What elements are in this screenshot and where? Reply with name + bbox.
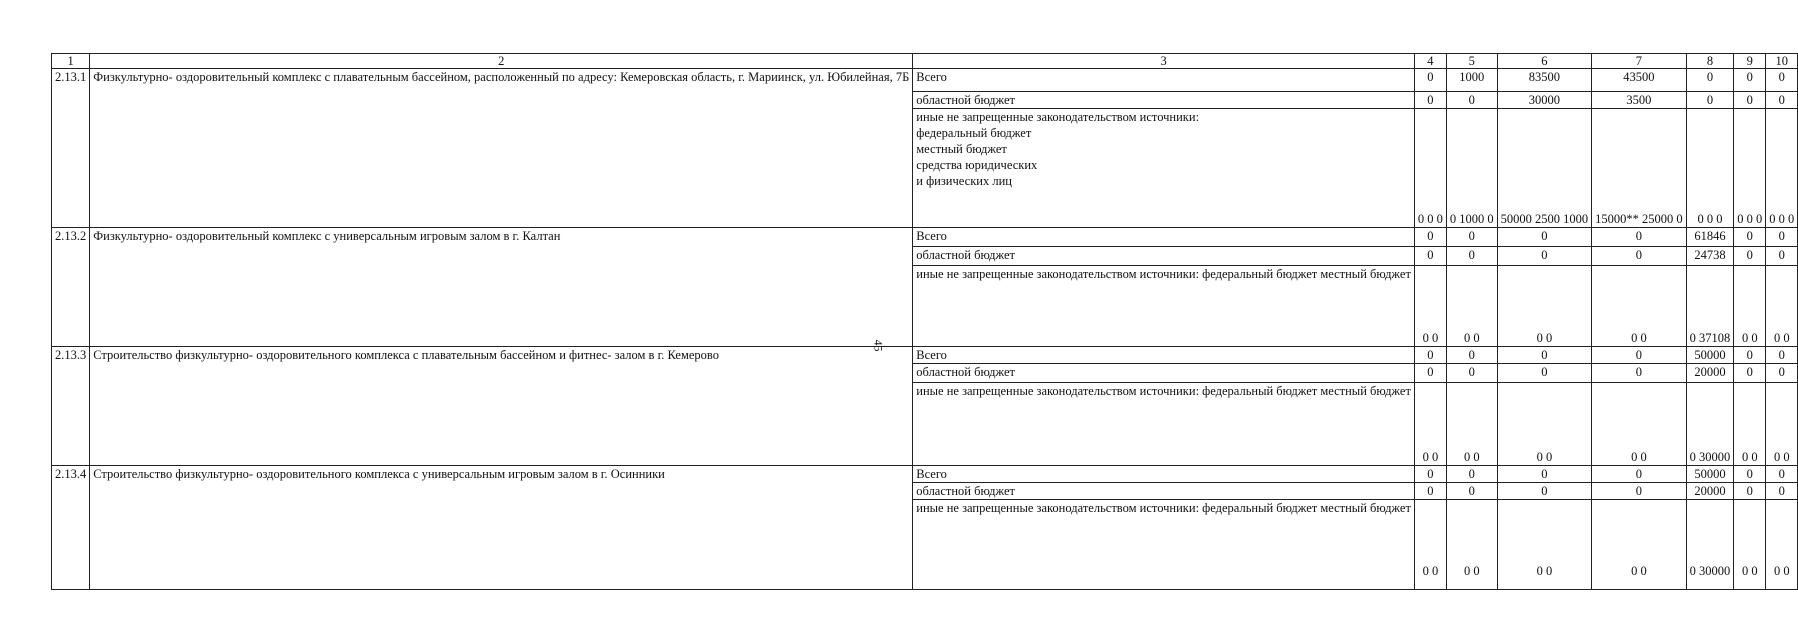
value-cell: 0 0 [1414, 383, 1446, 466]
value-cell: 0 0 [1414, 500, 1446, 590]
header-cell: 8 [1686, 54, 1734, 69]
value-cell: 0 [1446, 228, 1497, 247]
source-label: областной бюджет [913, 92, 1415, 109]
value-cell: 0 [1766, 228, 1798, 247]
value-cell: 0 [1414, 466, 1446, 483]
row-number: 2.13.1 [52, 69, 90, 228]
object-name: Строительство физкультурно- оздоровительного комплекса с универсальным игровым залом в г. Осинники [90, 466, 913, 590]
value-cell: 0 [1446, 347, 1497, 364]
value-cell: 0 [1497, 364, 1592, 383]
source-label: областной бюджет [913, 247, 1415, 266]
value-cell: 0 [1497, 228, 1592, 247]
value-cell: 0 [1592, 466, 1687, 483]
value-cell: 0 0 [1414, 266, 1446, 347]
value-cell: 0 [1414, 228, 1446, 247]
value-cell: 0 [1446, 466, 1497, 483]
value-cell: 0 [1446, 92, 1497, 109]
source-label: иные не запрещенные законодательством источники: федеральный бюджет местный бюджет [913, 500, 1415, 590]
object-name: Физкультурно- оздоровительный комплекс с универсальным игровым залом в г. Калтан [90, 228, 913, 347]
value-cell: 0 [1766, 466, 1798, 483]
value-cell: 0 0 0 [1686, 109, 1734, 228]
value-cell: 0 [1414, 364, 1446, 383]
value-cell: 0 30000 [1686, 500, 1734, 590]
value-cell: 50000 [1686, 347, 1734, 364]
value-cell: 0 [1766, 92, 1798, 109]
value-cell: 0 [1766, 483, 1798, 500]
row-number: 2.13.3 [52, 347, 90, 466]
value-cell: 0 0 [1446, 383, 1497, 466]
value-cell: 0 [1446, 247, 1497, 266]
page-number: 45 [871, 339, 886, 352]
header-cell: 10 [1766, 54, 1798, 69]
value-cell: 0 [1734, 466, 1766, 483]
source-label: иные не запрещенные законодательством источники: федеральный бюджет местный бюджет [913, 266, 1415, 347]
value-cell: 0 [1734, 228, 1766, 247]
value-cell: 0 0 [1734, 383, 1766, 466]
source-label: Всего [913, 466, 1415, 483]
value-cell: 0 0 [1446, 266, 1497, 347]
value-cell: 0 [1766, 247, 1798, 266]
value-cell: 0 [1686, 92, 1734, 109]
source-label: Всего [913, 228, 1415, 247]
value-cell: 0 0 [1446, 500, 1497, 590]
value-cell: 1000 [1446, 69, 1497, 92]
value-cell: 0 [1414, 92, 1446, 109]
value-cell: 0 [1734, 92, 1766, 109]
value-cell: 0 [1414, 483, 1446, 500]
table-row [52, 466, 1798, 483]
row-number: 2.13.4 [52, 466, 90, 590]
table-row [52, 69, 1798, 92]
value-cell: 3500 [1592, 92, 1687, 109]
value-cell: 0 0 [1497, 383, 1592, 466]
value-cell: 20000 [1686, 364, 1734, 383]
header-cell: 5 [1446, 54, 1497, 69]
table-row [52, 228, 1798, 247]
value-cell: 0 [1592, 347, 1687, 364]
header-cell: 2 [90, 54, 913, 69]
value-cell: 0 [1497, 466, 1592, 483]
value-cell: 61846 [1686, 228, 1734, 247]
object-name: Физкультурно- оздоровительный комплекс с плавательным бассейном, расположенный по адресу: Кемеровская область, г. Мариинск, ул. Юбилейная, 7Б [90, 69, 913, 228]
value-cell: 0 [1414, 69, 1446, 92]
header-row [52, 54, 1798, 69]
source-label: областной бюджет [913, 364, 1415, 383]
value-cell: 0 0 [1497, 266, 1592, 347]
value-cell: 0 0 [1766, 500, 1798, 590]
value-cell: 43500 [1592, 69, 1687, 92]
header-cell: 7 [1592, 54, 1687, 69]
source-label: иные не запрещенные законодательством источники: федеральный бюджет местный бюджет [913, 383, 1415, 466]
source-label: Всего [913, 347, 1415, 364]
value-cell: 0 [1446, 364, 1497, 383]
source-label: иные не запрещенные законодательством источники: федеральный бюджет местный бюджет средства юридических и физических лиц [913, 109, 1415, 228]
header-cell: 9 [1734, 54, 1766, 69]
value-cell: 0 [1497, 483, 1592, 500]
table-row [52, 347, 1798, 364]
value-cell: 50000 [1686, 466, 1734, 483]
value-cell: 0 [1734, 247, 1766, 266]
value-cell: 0 [1592, 228, 1687, 247]
row-number: 2.13.2 [52, 228, 90, 347]
value-cell: 83500 [1497, 69, 1592, 92]
source-label: Всего [913, 69, 1415, 92]
value-cell: 50000 2500 1000 [1497, 109, 1592, 228]
value-cell: 0 0 0 [1414, 109, 1446, 228]
value-cell: 0 [1497, 247, 1592, 266]
budget-table [51, 53, 1798, 590]
value-cell: 0 [1446, 483, 1497, 500]
value-cell: 30000 [1497, 92, 1592, 109]
object-name: Строительство физкультурно- оздоровительного комплекса с плавательным бассейном и фитнес- залом в г. Кемерово [90, 347, 913, 466]
value-cell: 0 0 [1592, 500, 1687, 590]
value-cell: 0 [1734, 483, 1766, 500]
value-cell: 0 0 [1734, 500, 1766, 590]
value-cell: 0 1000 0 [1446, 109, 1497, 228]
header-cell: 3 [913, 54, 1415, 69]
value-cell: 0 30000 [1686, 383, 1734, 466]
value-cell: 15000** 25000 0 [1592, 109, 1687, 228]
value-cell: 0 0 [1592, 266, 1687, 347]
value-cell: 24738 [1686, 247, 1734, 266]
value-cell: 0 0 [1497, 500, 1592, 590]
value-cell: 0 [1592, 364, 1687, 383]
value-cell: 20000 [1686, 483, 1734, 500]
value-cell: 0 0 [1766, 383, 1798, 466]
value-cell: 0 [1766, 347, 1798, 364]
header-cell: 1 [52, 54, 90, 69]
value-cell: 0 [1414, 347, 1446, 364]
source-label: областной бюджет [913, 483, 1415, 500]
value-cell: 0 [1766, 364, 1798, 383]
header-cell: 6 [1497, 54, 1592, 69]
value-cell: 0 0 0 [1766, 109, 1798, 228]
value-cell: 0 [1686, 69, 1734, 92]
value-cell: 0 0 [1734, 266, 1766, 347]
value-cell: 0 [1414, 247, 1446, 266]
header-cell: 4 [1414, 54, 1446, 69]
value-cell: 0 [1592, 483, 1687, 500]
value-cell: 0 [1592, 247, 1687, 266]
value-cell: 0 [1497, 347, 1592, 364]
value-cell: 0 0 [1766, 266, 1798, 347]
value-cell: 0 0 0 [1734, 109, 1766, 228]
value-cell: 0 [1766, 69, 1798, 92]
value-cell: 0 [1734, 69, 1766, 92]
value-cell: 0 [1734, 347, 1766, 364]
value-cell: 0 [1734, 364, 1766, 383]
value-cell: 0 37108 [1686, 266, 1734, 347]
value-cell: 0 0 [1592, 383, 1687, 466]
